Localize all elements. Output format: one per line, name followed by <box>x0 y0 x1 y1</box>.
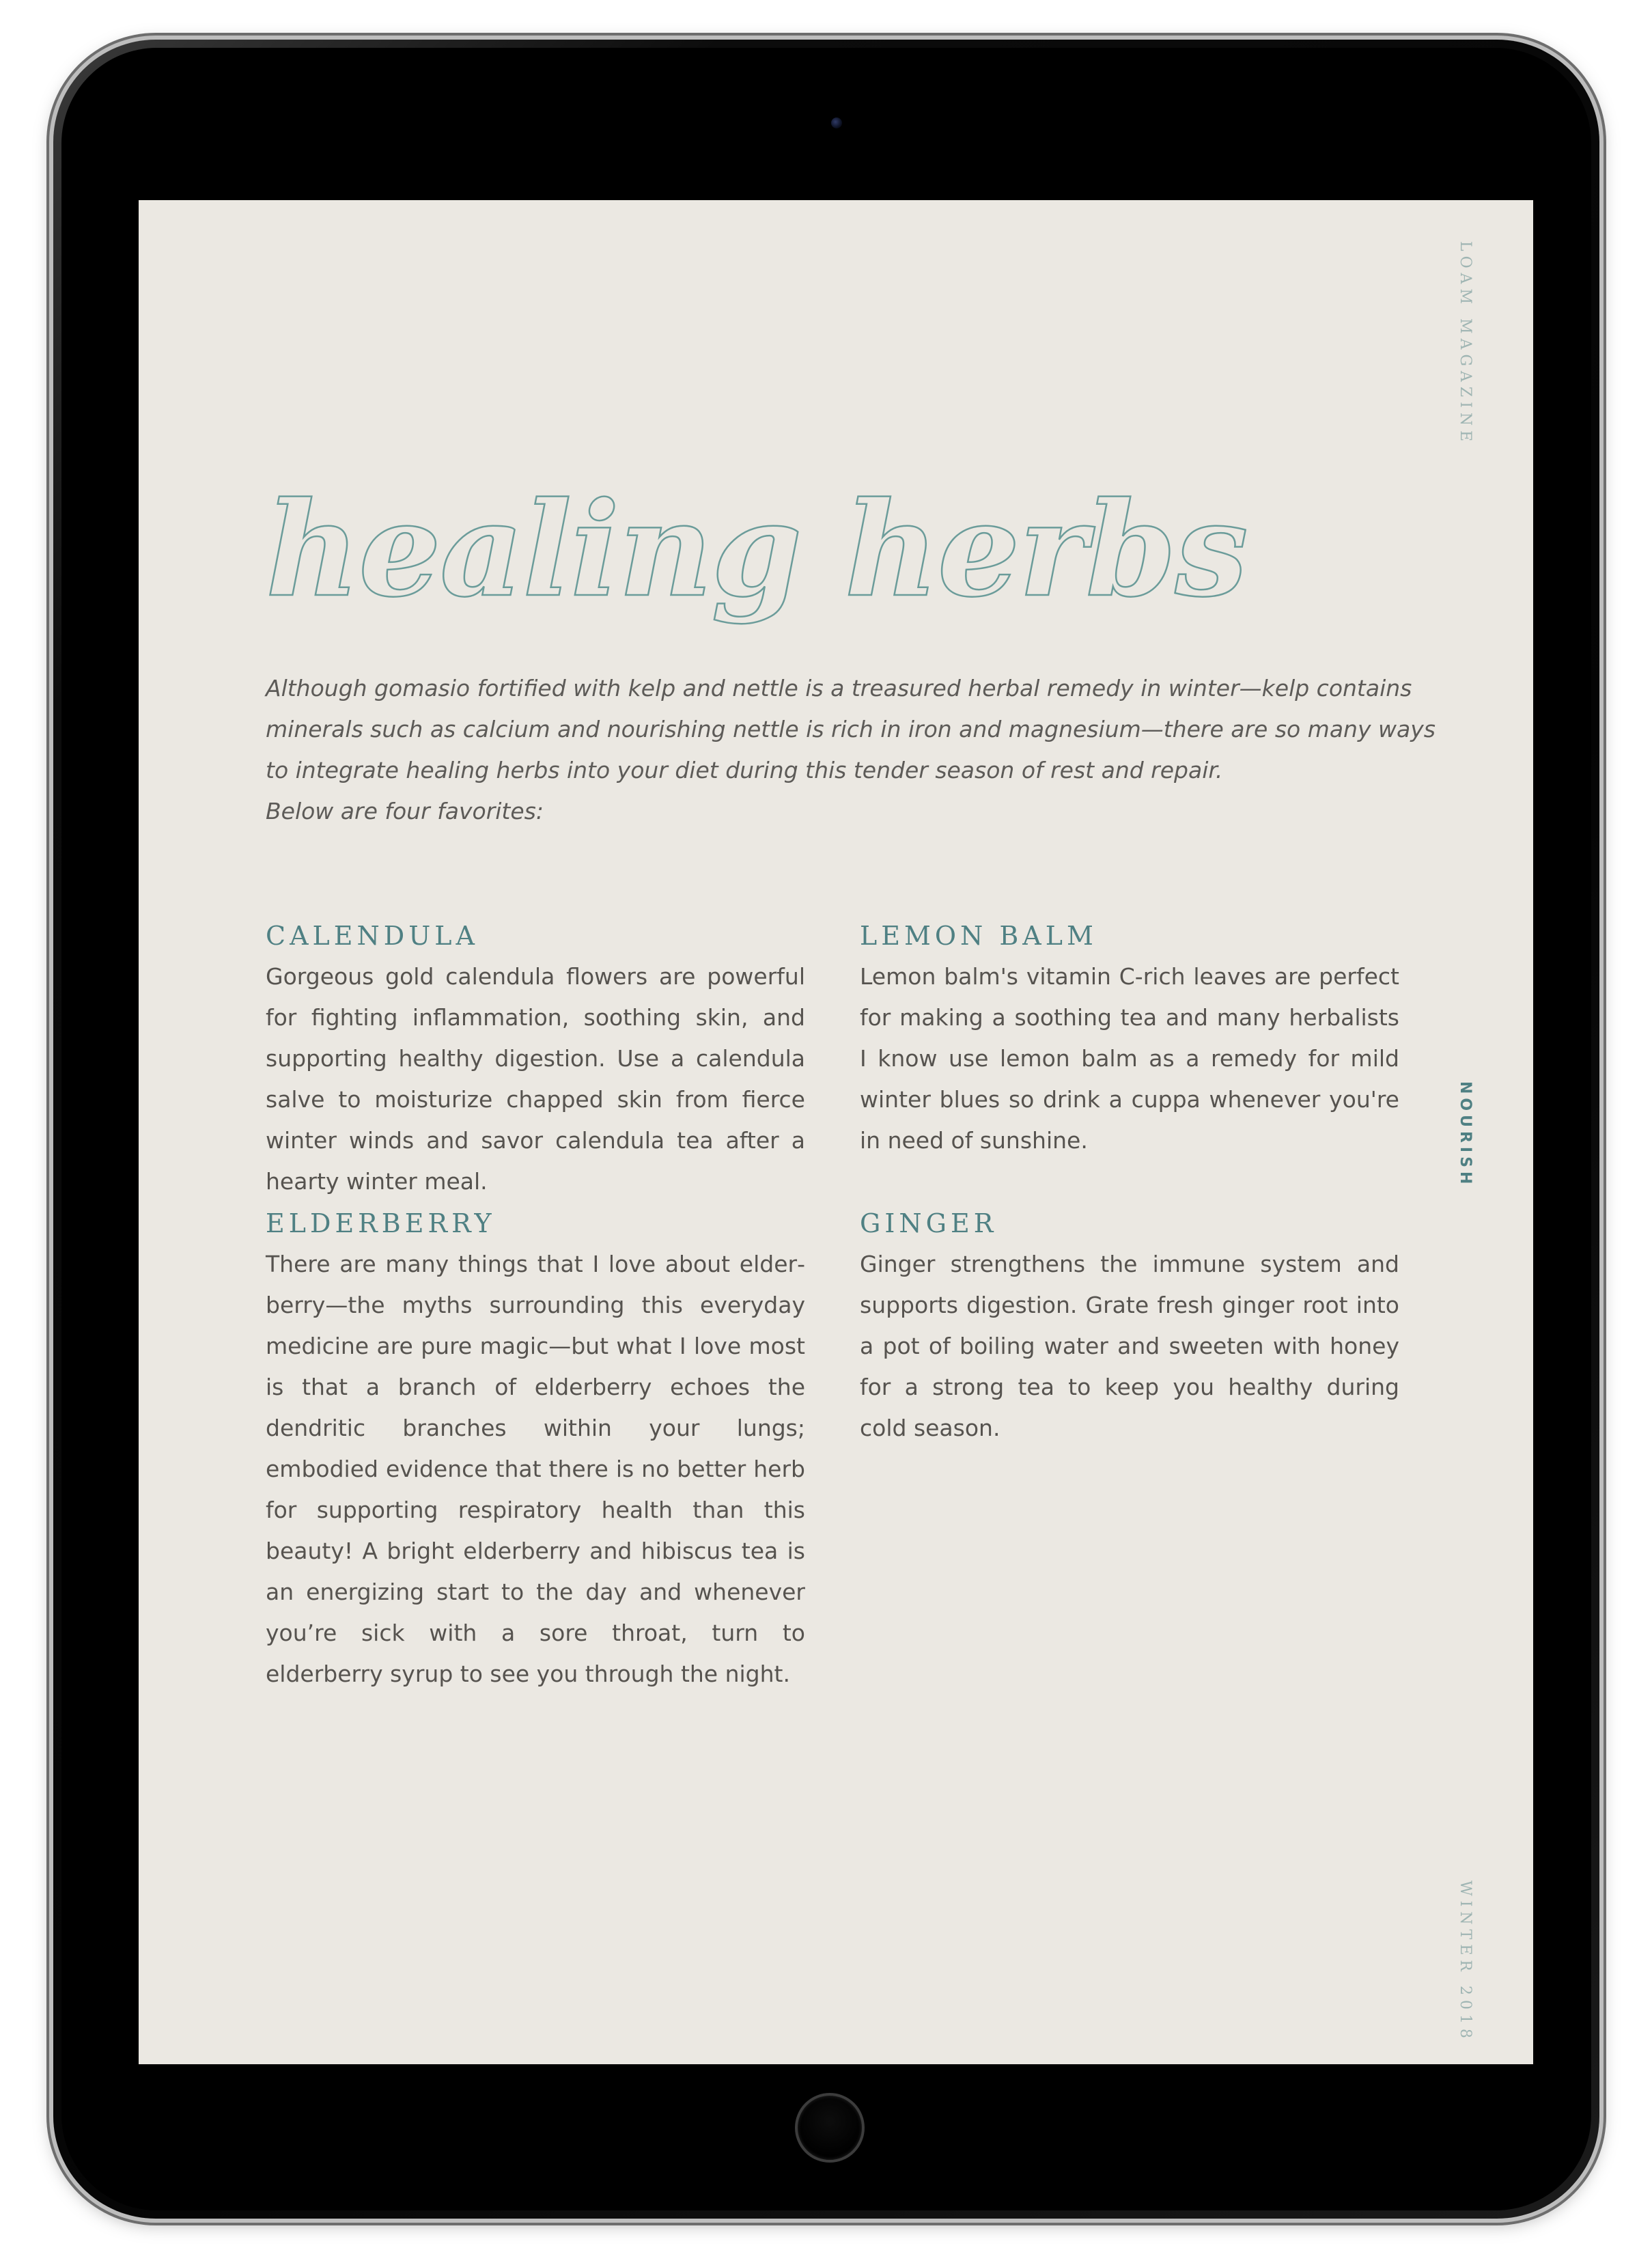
herb-entry-elderberry <box>266 1203 805 1695</box>
magazine-page[interactable] <box>139 200 1533 2064</box>
herb-body-elderberry: There are many things that I love about elderberry—the myths surrounding this everyday medicine are pure magic—but what I love most is that a branch of elderberry echoes the dendritic branches within your lungs; embodied evidence that there is no better herb for supporting respiratory health than this beauty! A bright elderberry and hibiscus tea is an energizing start to the day and whenever you’re sick with a sore throat, turn to elderberry syrup to see you through the night. <box>266 1251 805 1687</box>
intro-line: to integrate healing herbs into your diet during this tender season of rest and repair. <box>266 757 1223 783</box>
issue-label: WINTER 2018 <box>1457 1880 1474 2043</box>
intro-paragraph <box>266 668 1436 832</box>
intro-line: minerals such as calcium and nourishing nettle is rich in iron and magnesium—there are so many ways <box>266 716 1436 742</box>
magazine-name-label: LOAM MAGAZINE <box>1457 241 1474 447</box>
herb-heading-calendula: CALENDULA <box>266 921 479 951</box>
herb-heading-ginger: GINGER <box>860 1208 998 1238</box>
herb-body-calendula: Gorgeous gold calendula flowers are powerful for fighting inflammation, soothing skin, and supporting healthy digestion. Use a calendula salve to moisturize chapped skin from fierce winter winds and savor calendula tea after a hearty winter meal. <box>266 963 805 1195</box>
herb-entry-lemon-balm <box>860 915 1399 1161</box>
herb-entry-calendula <box>266 915 805 1202</box>
herb-entry-ginger <box>860 1203 1399 1449</box>
herb-heading-elderberry: ELDERBERRY <box>266 1208 496 1238</box>
herb-body-lemon-balm: Lemon balm's vitamin C-rich leaves are perfect for making a soothing tea and many herbalists I know use lemon balm as a remedy for mild winter blues so drink a cuppa whenever you're in need of sunshine. <box>860 963 1399 1154</box>
herb-body-ginger: Ginger strengthens the immune system and supports digestion. Grate fresh ginger root into a pot of boiling water and sweeten with honey for a strong tea to keep you healthy during cold season. <box>860 1251 1399 1441</box>
intro-line: Although gomasio fortified with kelp and nettle is a treasured herbal remedy in winter—kelp contains <box>266 675 1412 702</box>
front-camera <box>831 117 842 128</box>
herb-heading-lemon-balm: LEMON BALM <box>860 921 1097 951</box>
page-title: healing herbs <box>266 473 1247 626</box>
intro-line: Below are four favorites: <box>266 798 544 824</box>
home-button[interactable] <box>795 2093 865 2163</box>
section-label: NOURISH <box>1457 1081 1474 1189</box>
